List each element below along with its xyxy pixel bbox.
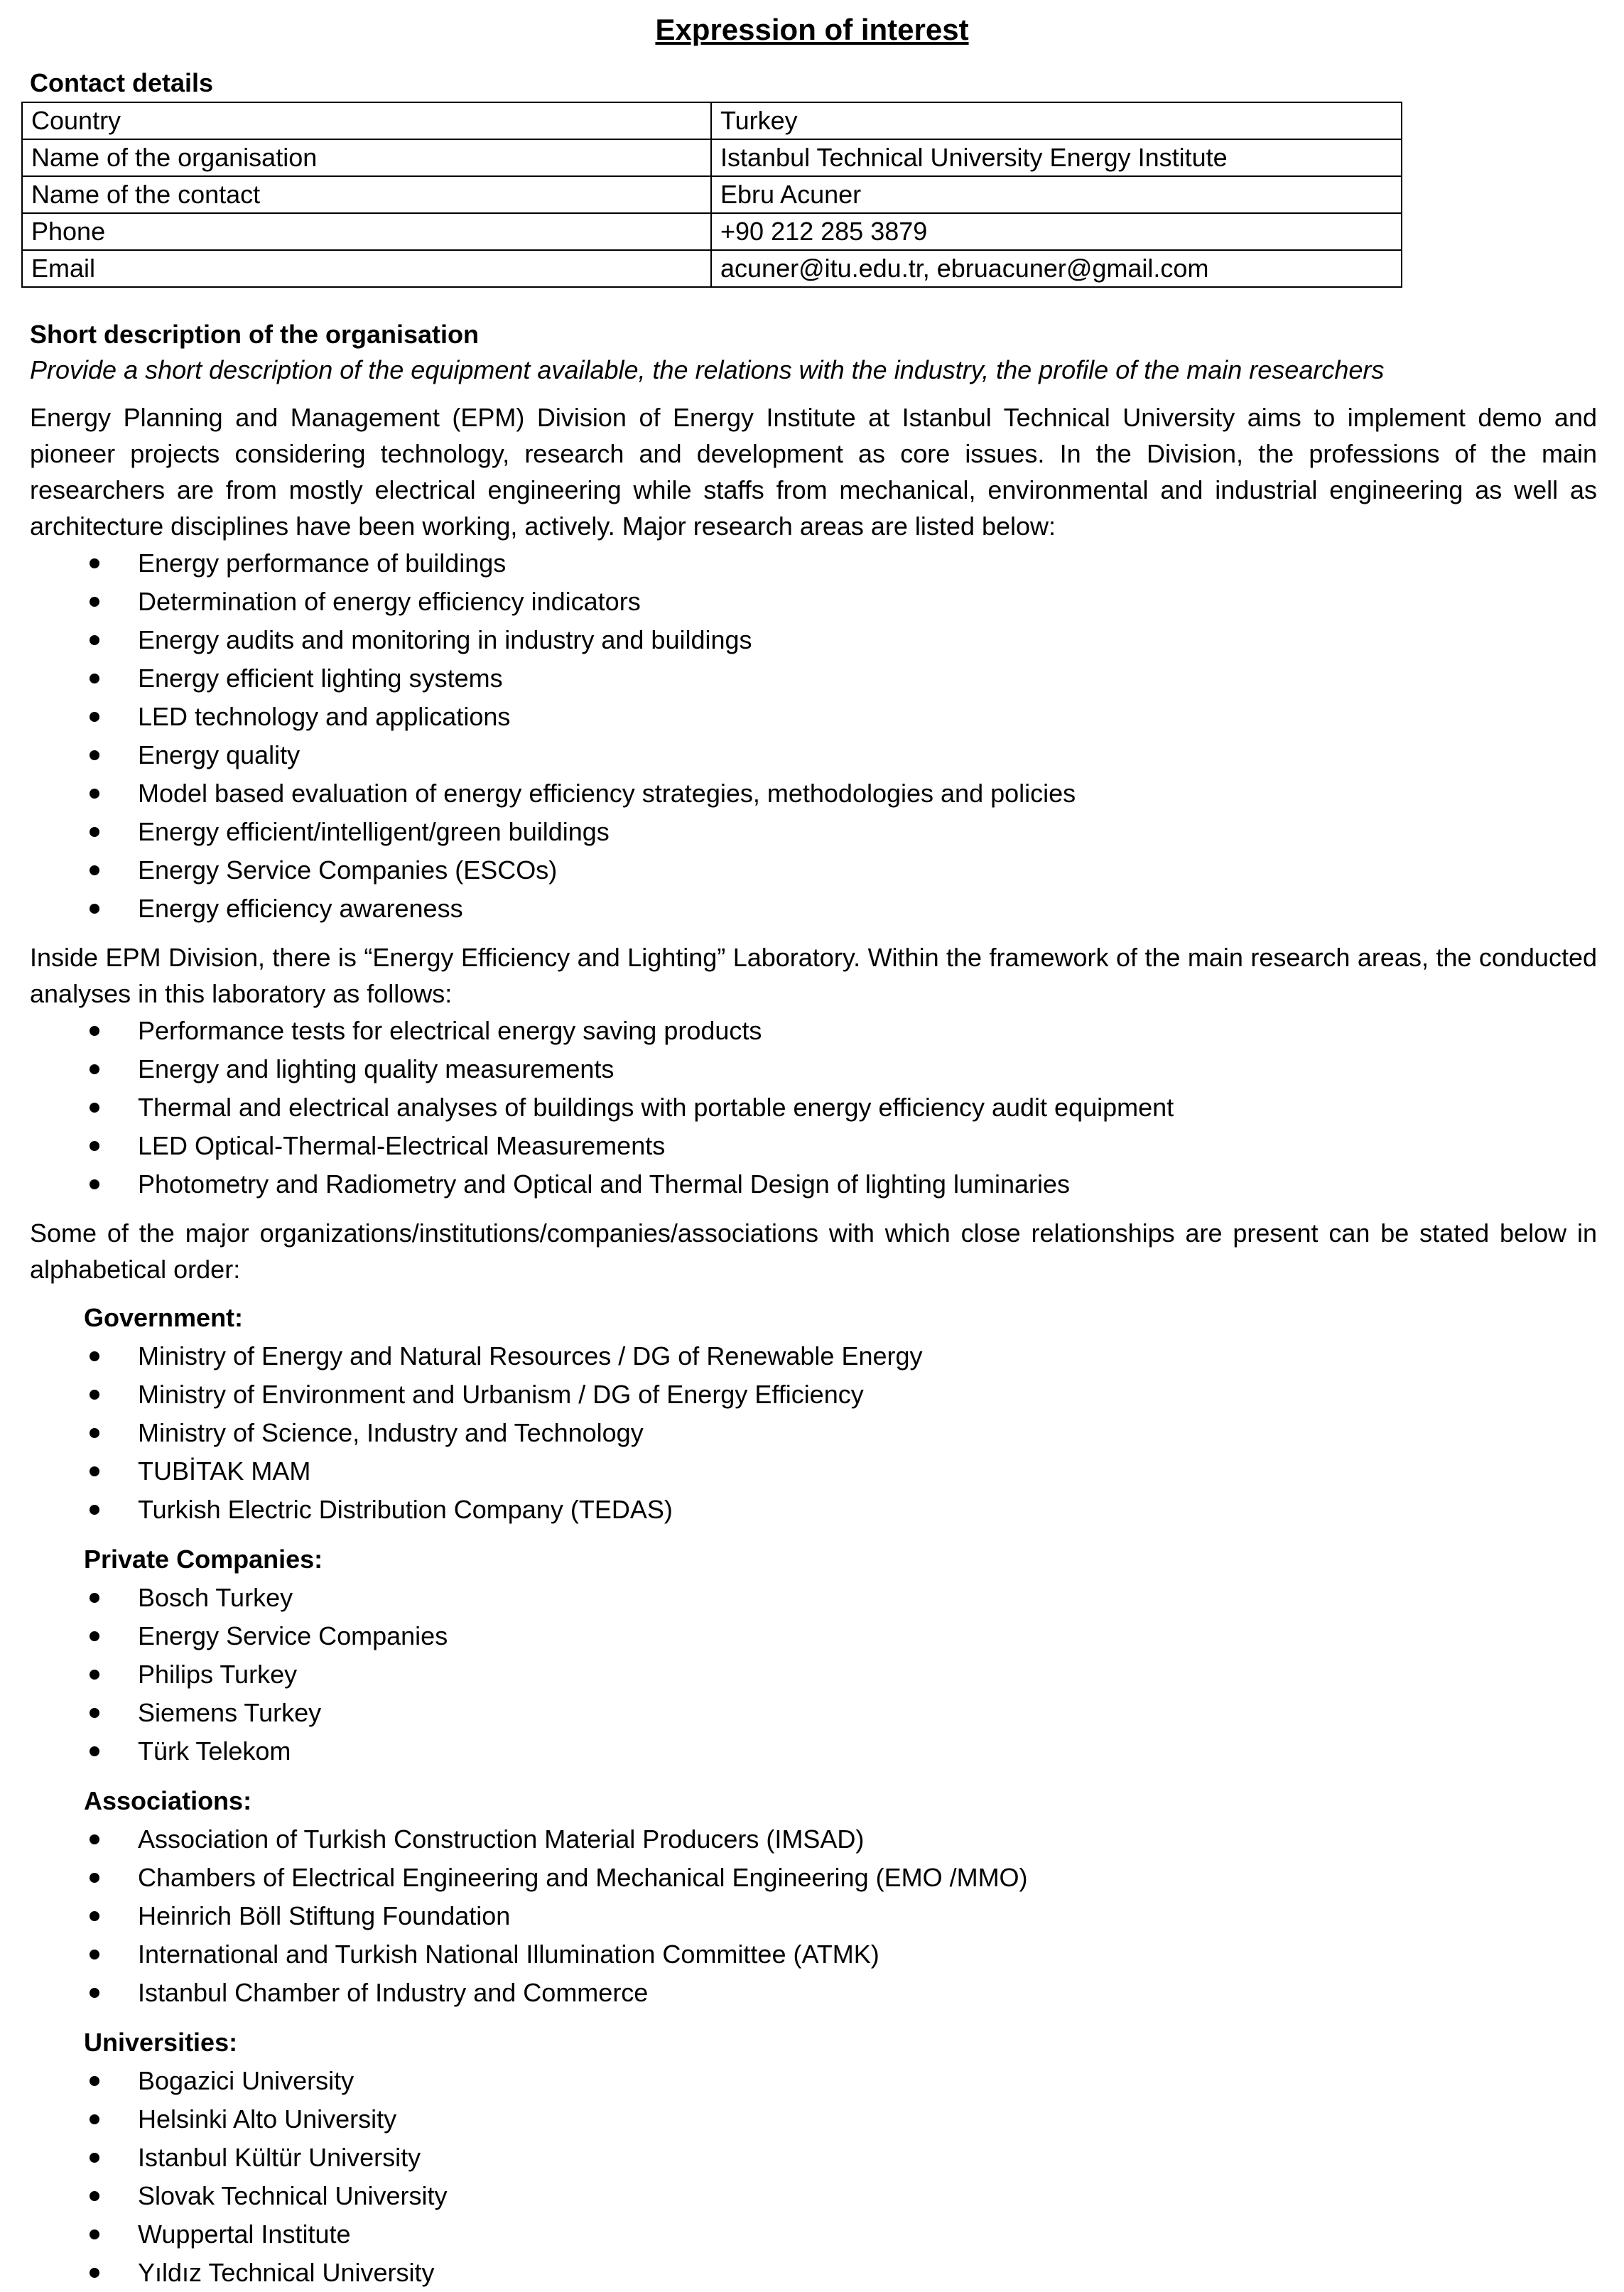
- bullet-icon: [90, 1026, 99, 1036]
- bullet-icon: [90, 2191, 99, 2201]
- list-item-text: Siemens Turkey: [138, 1698, 322, 1727]
- relation-item: [30, 1820, 1597, 1859]
- contact-details-table: [21, 102, 1402, 288]
- list-item-text: Energy quality: [138, 740, 301, 769]
- bullet-icon: [90, 597, 99, 607]
- list-item-text: Energy and lighting quality measurements: [138, 1054, 615, 1083]
- bullet-icon: [90, 712, 99, 722]
- bullet-icon: [90, 2114, 99, 2124]
- list-item-text: Heinrich Böll Stiftung Foundation: [138, 1901, 511, 1930]
- relation-group-list: [30, 2062, 1597, 2292]
- list-item-text: Energy efficient lighting systems: [138, 664, 503, 693]
- relation-groups: [30, 1287, 1597, 2292]
- relation-item: [30, 2139, 1597, 2177]
- bullet-icon: [90, 1631, 99, 1641]
- intro-paragraph: Energy Planning and Management (EPM) Division of Energy Institute at Istanbul Technical University aims to implement demo and pioneer projects considering technology, research and development as core issues. In the Division, the professions of the main researchers are from mostly electrical engineering while staffs from mechanical, environmental and industrial engineering as well as architecture disciplines have been working, actively. Major research areas are listed below:: [30, 403, 1597, 541]
- bullet-icon: [90, 1988, 99, 1998]
- relation-item: [30, 1491, 1597, 1529]
- contact-value: acuner@itu.edu.tr, ebruacuner@gmail.com: [711, 250, 1402, 287]
- bullet-icon: [90, 1505, 99, 1515]
- relation-item: [30, 1974, 1597, 2012]
- contact-label: Email: [22, 250, 711, 287]
- list-item-text: Turkish Electric Distribution Company (TEDAS): [138, 1495, 673, 1524]
- contact-details-heading: Contact details: [30, 68, 214, 97]
- lab-intro-paragraph: Inside EPM Division, there is “Energy Efficiency and Lighting” Laboratory. Within the framework of the main research areas, the conducted analyses in this laboratory as follows:: [30, 943, 1597, 1008]
- list-item-text: Istanbul Chamber of Industry and Commerce: [138, 1978, 649, 2007]
- relation-item: [30, 1935, 1597, 1974]
- relation-item: [30, 1579, 1597, 1617]
- bullet-icon: [90, 1179, 99, 1189]
- bullet-icon: [90, 1873, 99, 1883]
- list-item-text: Thermal and electrical analyses of buildings with portable energy efficiency audit equipment: [138, 1093, 1174, 1122]
- bullet-icon: [90, 1390, 99, 1400]
- relation-item: [30, 1694, 1597, 1732]
- contact-row: [22, 102, 1402, 139]
- research-area-item: [30, 659, 1597, 698]
- relation-group-heading: Government:: [84, 1303, 244, 1332]
- list-item-text: Energy performance of buildings: [138, 548, 507, 578]
- description-body: [30, 352, 1597, 2292]
- contact-value: Turkey: [711, 102, 1402, 139]
- relation-group-heading: Universities:: [84, 2028, 238, 2057]
- relation-item: [30, 1452, 1597, 1491]
- bullet-icon: [90, 789, 99, 799]
- research-areas-list: [30, 544, 1597, 928]
- bullet-icon: [90, 1593, 99, 1603]
- relation-group-heading: Associations:: [84, 1786, 252, 1815]
- relation-item: [30, 2100, 1597, 2139]
- lab-analyses-list: [30, 1012, 1597, 1204]
- list-item-text: Wuppertal Institute: [138, 2220, 351, 2249]
- relation-group-heading: Private Companies:: [84, 1545, 323, 1574]
- bullet-icon: [90, 1466, 99, 1476]
- research-area-item: [30, 890, 1597, 928]
- bullet-icon: [90, 865, 99, 875]
- contact-label: Name of the contact: [22, 176, 711, 213]
- bullet-icon: [90, 674, 99, 683]
- research-area-item: [30, 851, 1597, 890]
- bullet-icon: [90, 1670, 99, 1680]
- list-item-text: Photometry and Radiometry and Optical and Thermal Design of lighting luminaries: [138, 1169, 1070, 1199]
- list-item-text: Helsinki Alto University: [138, 2104, 397, 2134]
- list-item-text: Model based evaluation of energy efficiency strategies, methodologies and policies: [138, 779, 1076, 808]
- bullet-icon: [90, 2268, 99, 2278]
- list-item-text: Energy efficient/intelligent/green buildings: [138, 817, 610, 846]
- lab-analysis-item: [30, 1050, 1597, 1088]
- bullet-icon: [90, 1834, 99, 1844]
- research-area-item: [30, 736, 1597, 774]
- research-area-item: [30, 544, 1597, 583]
- relation-item: [30, 1859, 1597, 1897]
- lab-analysis-item: [30, 1165, 1597, 1204]
- list-item-text: Energy efficiency awareness: [138, 894, 463, 923]
- relation-item: [30, 1655, 1597, 1694]
- document-title: Expression of interest: [655, 13, 969, 46]
- relation-group-list: [30, 1820, 1597, 2012]
- contact-row: [22, 213, 1402, 250]
- contact-label: Name of the organisation: [22, 139, 711, 176]
- relation-item: [30, 2062, 1597, 2100]
- bullet-icon: [90, 1103, 99, 1113]
- list-item-text: Türk Telekom: [138, 1736, 291, 1766]
- contact-label: Phone: [22, 213, 711, 250]
- list-item-text: Performance tests for electrical energy saving products: [138, 1016, 762, 1045]
- bullet-icon: [90, 1708, 99, 1718]
- list-item-text: Bosch Turkey: [138, 1583, 293, 1612]
- list-item-text: Determination of energy efficiency indicators: [138, 587, 641, 616]
- list-item-text: Ministry of Energy and Natural Resources / DG of Renewable Energy: [138, 1341, 923, 1371]
- contact-row: [22, 176, 1402, 213]
- relation-item: [30, 1375, 1597, 1414]
- list-item-text: International and Turkish National Illumination Committee (ATMK): [138, 1940, 879, 1969]
- bullet-icon: [90, 2229, 99, 2239]
- relation-item: [30, 2254, 1597, 2292]
- list-item-text: Association of Turkish Construction Material Producers (IMSAD): [138, 1825, 865, 1854]
- bullet-icon: [90, 1428, 99, 1438]
- lab-analysis-item: [30, 1012, 1597, 1050]
- list-item-text: Slovak Technical University: [138, 2181, 448, 2210]
- relation-item: [30, 1337, 1597, 1375]
- lab-analysis-item: [30, 1127, 1597, 1165]
- research-area-item: [30, 698, 1597, 736]
- research-area-item: [30, 583, 1597, 621]
- list-item-text: Energy audits and monitoring in industry and buildings: [138, 625, 752, 654]
- relation-group-list: [30, 1579, 1597, 1771]
- list-item-text: Yıldız Technical University: [138, 2258, 435, 2287]
- list-item-text: Energy Service Companies: [138, 1621, 448, 1650]
- relation-item: [30, 1617, 1597, 1655]
- list-item-text: Chambers of Electrical Engineering and Mechanical Engineering (EMO /MMO): [138, 1863, 1028, 1892]
- list-item-text: Bogazici University: [138, 2066, 354, 2095]
- relation-group-list: [30, 1337, 1597, 1529]
- bullet-icon: [90, 1141, 99, 1151]
- bullet-icon: [90, 1351, 99, 1361]
- list-item-text: Ministry of Science, Industry and Technology: [138, 1418, 644, 1447]
- relation-item: [30, 2177, 1597, 2215]
- contact-value: Ebru Acuner: [711, 176, 1402, 213]
- relation-item: [30, 1414, 1597, 1452]
- contact-row: [22, 139, 1402, 176]
- bullet-icon: [90, 1950, 99, 1959]
- bullet-icon: [90, 1911, 99, 1921]
- list-item-text: Istanbul Kültür University: [138, 2143, 421, 2172]
- research-area-item: [30, 813, 1597, 851]
- research-area-item: [30, 774, 1597, 813]
- bullet-icon: [90, 1746, 99, 1756]
- bullet-icon: [90, 558, 99, 568]
- bullet-icon: [90, 1064, 99, 1074]
- bullet-icon: [90, 635, 99, 645]
- list-item-text: Ministry of Environment and Urbanism / DG of Energy Efficiency: [138, 1380, 864, 1409]
- list-item-text: TUBİTAK MAM: [138, 1456, 311, 1486]
- research-area-item: [30, 621, 1597, 659]
- organisation-description-heading: Short description of the organisation: [30, 320, 480, 349]
- bullet-icon: [90, 904, 99, 914]
- relation-item: [30, 1897, 1597, 1935]
- list-item-text: LED technology and applications: [138, 702, 511, 731]
- relation-item: [30, 2215, 1597, 2254]
- bullet-icon: [90, 2076, 99, 2086]
- bullet-icon: [90, 827, 99, 837]
- list-item-text: LED Optical-Thermal-Electrical Measurements: [138, 1131, 666, 1160]
- relations-intro-paragraph: Some of the major organizations/institutions/companies/associations with which close relationships are present can be stated below in alphabetical order:: [30, 1218, 1597, 1284]
- contact-row: [22, 250, 1402, 287]
- contact-value: Istanbul Technical University Energy Institute: [711, 139, 1402, 176]
- bullet-icon: [90, 750, 99, 760]
- lab-analysis-item: [30, 1088, 1597, 1127]
- contact-value: +90 212 285 3879: [711, 213, 1402, 250]
- relation-item: [30, 1732, 1597, 1771]
- description-instructions: Provide a short description of the equipment available, the relations with the industry, the profile of the main researchers: [30, 355, 1385, 384]
- bullet-icon: [90, 2153, 99, 2163]
- contact-label: Country: [22, 102, 711, 139]
- list-item-text: Philips Turkey: [138, 1660, 298, 1689]
- list-item-text: Energy Service Companies (ESCOs): [138, 855, 558, 885]
